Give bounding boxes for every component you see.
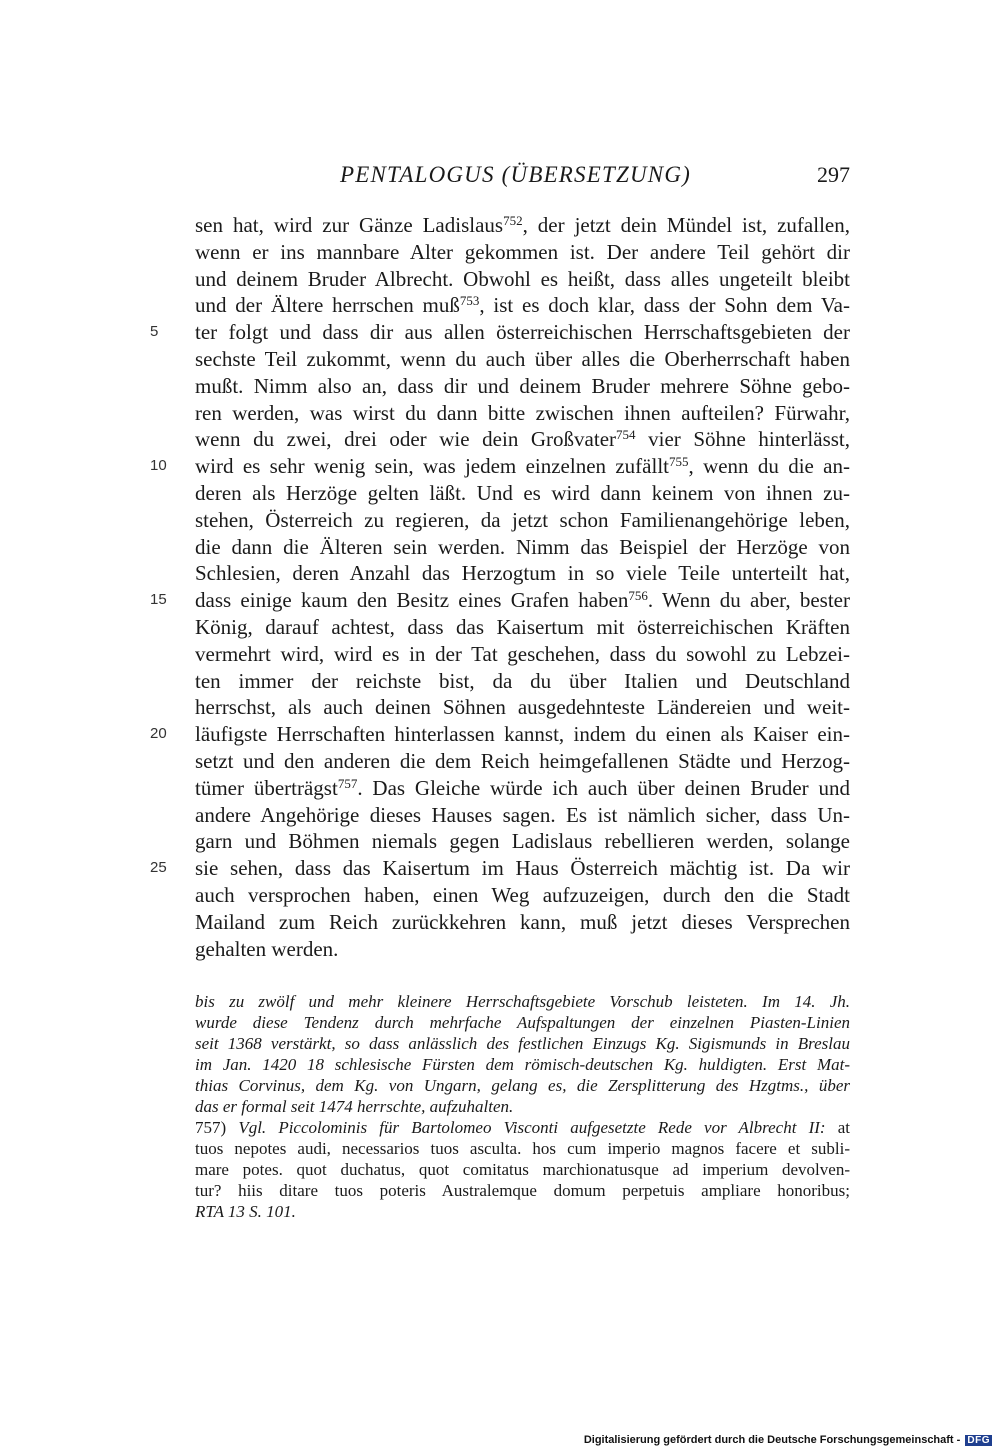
text-line: [195, 909, 850, 936]
line-text: ren werden, was wirst du dann bitte zwischen ihnen aufteilen? Fürwahr,: [195, 400, 850, 425]
line-number: 5: [150, 323, 159, 341]
line-text: Schlesien, deren Anzahl das Herzogtum in so viele Teile unterteilt hat,: [195, 561, 850, 586]
text-line: [195, 694, 850, 721]
credit-text: Digitalisierung gefördert durch die Deutsche Forschungsgemeinschaft -: [583, 1434, 961, 1446]
footnotes: [195, 991, 850, 1222]
line-text: König, darauf achtest, dass das Kaisertum mit österreichischen Kräften: [195, 614, 850, 639]
text-line: [195, 373, 850, 400]
line-text: wenn du zwei, drei oder wie dein Großvater: [195, 427, 617, 452]
text-line: [195, 480, 850, 507]
text-line: [150, 319, 850, 346]
line-text: und der Ältere herrschen muß: [195, 293, 460, 318]
line-number: 20: [150, 725, 167, 743]
text-line: [195, 668, 850, 695]
line-text: stehen, Österreich zu regieren, da jetzt schon Familienangehörige leben,: [195, 507, 850, 532]
line-text: herrschst, als auch deinen Söhnen ausgedehnteste Ländereien und weit-: [195, 695, 850, 720]
dfg-logo: DFG: [967, 1435, 990, 1446]
line-text: sen hat, wird zur Gänze Ladislaus: [195, 213, 504, 237]
text-line: [195, 507, 850, 534]
text-line: [195, 641, 850, 668]
footnote-marker: 752: [503, 213, 523, 228]
line-text: auch versprochen haben, einen Weg aufzuzeigen, durch den die Stadt: [195, 882, 850, 907]
footnote-line: [195, 1180, 850, 1201]
footnote-text: Vgl. Piccolominis für Bartolomeo Visconti aufgesetzte Rede vor Albrecht II:: [238, 1118, 826, 1137]
text-line: [195, 748, 850, 775]
line-text: . Das Gleiche würde ich auch über deinen Bruder und: [357, 775, 851, 800]
line-text: , der jetzt dein Mündel ist, zufallen,: [522, 213, 850, 237]
line-text: Mailand zum Reich zurückkehren kann, muß jetzt dieses Versprechen: [195, 909, 850, 934]
footnote-text: wurde diese Tendenz durch mehrfache Aufspaltungen der einzelnen Piasten-Linien: [195, 1013, 850, 1032]
line-number: 15: [150, 591, 167, 609]
footnote-line: [195, 1096, 850, 1117]
line-text: deren als Herzöge gelten läßt. Und es wird dann keinem von ihnen zu-: [195, 480, 850, 505]
line-text: gehalten werden.: [195, 936, 339, 961]
line-text: sie sehen, dass das Kaisertum im Haus Österreich mächtig ist. Da wir: [195, 856, 850, 881]
footnote-marker: 755: [669, 454, 689, 470]
line-text: tümer überträgst: [195, 775, 338, 800]
footnote-text: RTA 13 S. 101.: [195, 1202, 296, 1221]
text-line: [150, 453, 850, 480]
line-text: ten immer der reichste bist, da du über Italien und Deutschland: [195, 668, 850, 693]
footnote-text: das er formal seit 1474 herrschte, aufzuhalten.: [195, 1097, 514, 1116]
text-line: [195, 802, 850, 829]
footnote-text: im Jan. 1420 18 schlesische Fürsten dem römisch-deutschen Kg. huldigten. Erst Mat-: [195, 1055, 850, 1074]
footnote-text: thias Corvinus, dem Kg. von Ungarn, gelang es, die Zersplitterung des Hzgtms., über: [195, 1076, 850, 1095]
footnote-text: 757): [195, 1118, 239, 1137]
line-text: andere Angehörige dieses Hauses sagen. Es ist nämlich sicher, dass Un-: [195, 802, 850, 827]
line-text: setzt und den anderen die dem Reich heimgefallenen Städte und Herzog-: [195, 748, 850, 773]
footnote-marker: 754: [616, 427, 636, 443]
footnote-text: tur? hiis ditare tuos poteris Australemque domum perpetuis ampliare honoribus;: [195, 1181, 850, 1200]
footnote-line: [195, 1054, 850, 1075]
footnote-text: bis zu zwölf und mehr kleinere Herrschaftsgebiete Vorschub leisteten. Im 14. Jh.: [195, 992, 850, 1011]
line-text: läufigste Herrschaften hinterlassen kannst, indem du einen als Kaiser ein-: [195, 722, 850, 747]
footnote-line: [195, 1117, 850, 1138]
line-text: und deinem Bruder Albrecht. Obwohl es heißt, dass alles ungeteilt bleibt: [195, 266, 850, 291]
line-text: , ist es doch klar, dass der Sohn dem Va-: [479, 293, 850, 318]
page-number: 297: [817, 162, 850, 187]
main-text: [150, 212, 851, 962]
footnote-line: [195, 1012, 850, 1033]
footnote-line: [195, 1159, 850, 1180]
digitization-credit: [584, 1434, 992, 1446]
text-line: [150, 855, 850, 882]
text-line: [195, 212, 850, 239]
text-line: [195, 400, 850, 427]
line-text: die dann die Älteren sein werden. Nimm das Beispiel der Herzöge von: [195, 534, 850, 559]
footnote-line: [195, 1201, 850, 1222]
footnote-text: tuos nepotes audi, necessarios tuos asculta. hos cum imperio magnos facere et subli-: [195, 1139, 850, 1158]
line-text: dass einige kaum den Besitz eines Grafen haben: [195, 588, 629, 613]
running-head: PENTALOGUS (ÜBERSETZUNG): [340, 162, 692, 187]
line-text: ter folgt und dass dir aus allen österreichischen Herrschaftsgebieten der: [195, 320, 850, 345]
footnote-line: [195, 1075, 850, 1096]
line-text: . Wenn du aber, bester: [647, 588, 850, 613]
line-number: 10: [150, 457, 167, 475]
footnote-text: mare potes. quot duchatus, quot comitatus marchionatusque ad imperium devolven-: [195, 1160, 850, 1179]
line-text: mußt. Nimm also an, dass dir und deinem Bruder mehrere Söhne gebo-: [195, 373, 850, 398]
text-line: [195, 775, 850, 802]
line-text: vermehrt wird, wird es in der Tat geschehen, dass du sowohl zu Lebzei-: [195, 641, 850, 666]
footnote-text: seit 1368 verstärkt, so dass anlässlich des festlichen Einzugs Kg. Sigismunds in Breslau: [195, 1034, 850, 1053]
footnote-marker: 756: [628, 588, 648, 604]
footnote-marker: 753: [459, 293, 480, 309]
text-line: [150, 721, 850, 748]
footnote-text: at: [825, 1118, 850, 1137]
text-line: [195, 426, 850, 453]
text-line: [195, 560, 850, 587]
text-line: [195, 346, 850, 373]
line-text: , wenn du die an-: [688, 454, 850, 479]
text-line: [195, 828, 850, 855]
line-text: wenn er ins mannbare Alter gekommen ist. Der andere Teil gehört dir: [195, 239, 850, 264]
line-text: vier Söhne hinterlässt,: [635, 427, 850, 452]
page-header: [195, 162, 850, 194]
text-line: [195, 266, 850, 293]
text-line: [195, 534, 850, 561]
text-line: [195, 614, 850, 641]
line-text: garn und Böhmen niemals gegen Ladislaus rebellieren werden, solange: [195, 829, 850, 854]
text-line: [195, 882, 850, 909]
line-text: sechste Teil zukommt, wenn du auch über alles die Oberherrschaft haben: [195, 346, 850, 371]
line-number: 25: [150, 859, 167, 877]
footnote-marker: 757: [337, 775, 358, 791]
line-text: wird es sehr wenig sein, was jedem einzelnen zufällt: [195, 454, 669, 479]
footnote-line: [195, 1033, 850, 1054]
text-line: [195, 292, 850, 319]
text-line: [195, 239, 850, 266]
footnote-line: [195, 991, 850, 1012]
text-line: [150, 587, 850, 614]
footnote-line: [195, 1138, 850, 1159]
text-line: [195, 936, 850, 963]
